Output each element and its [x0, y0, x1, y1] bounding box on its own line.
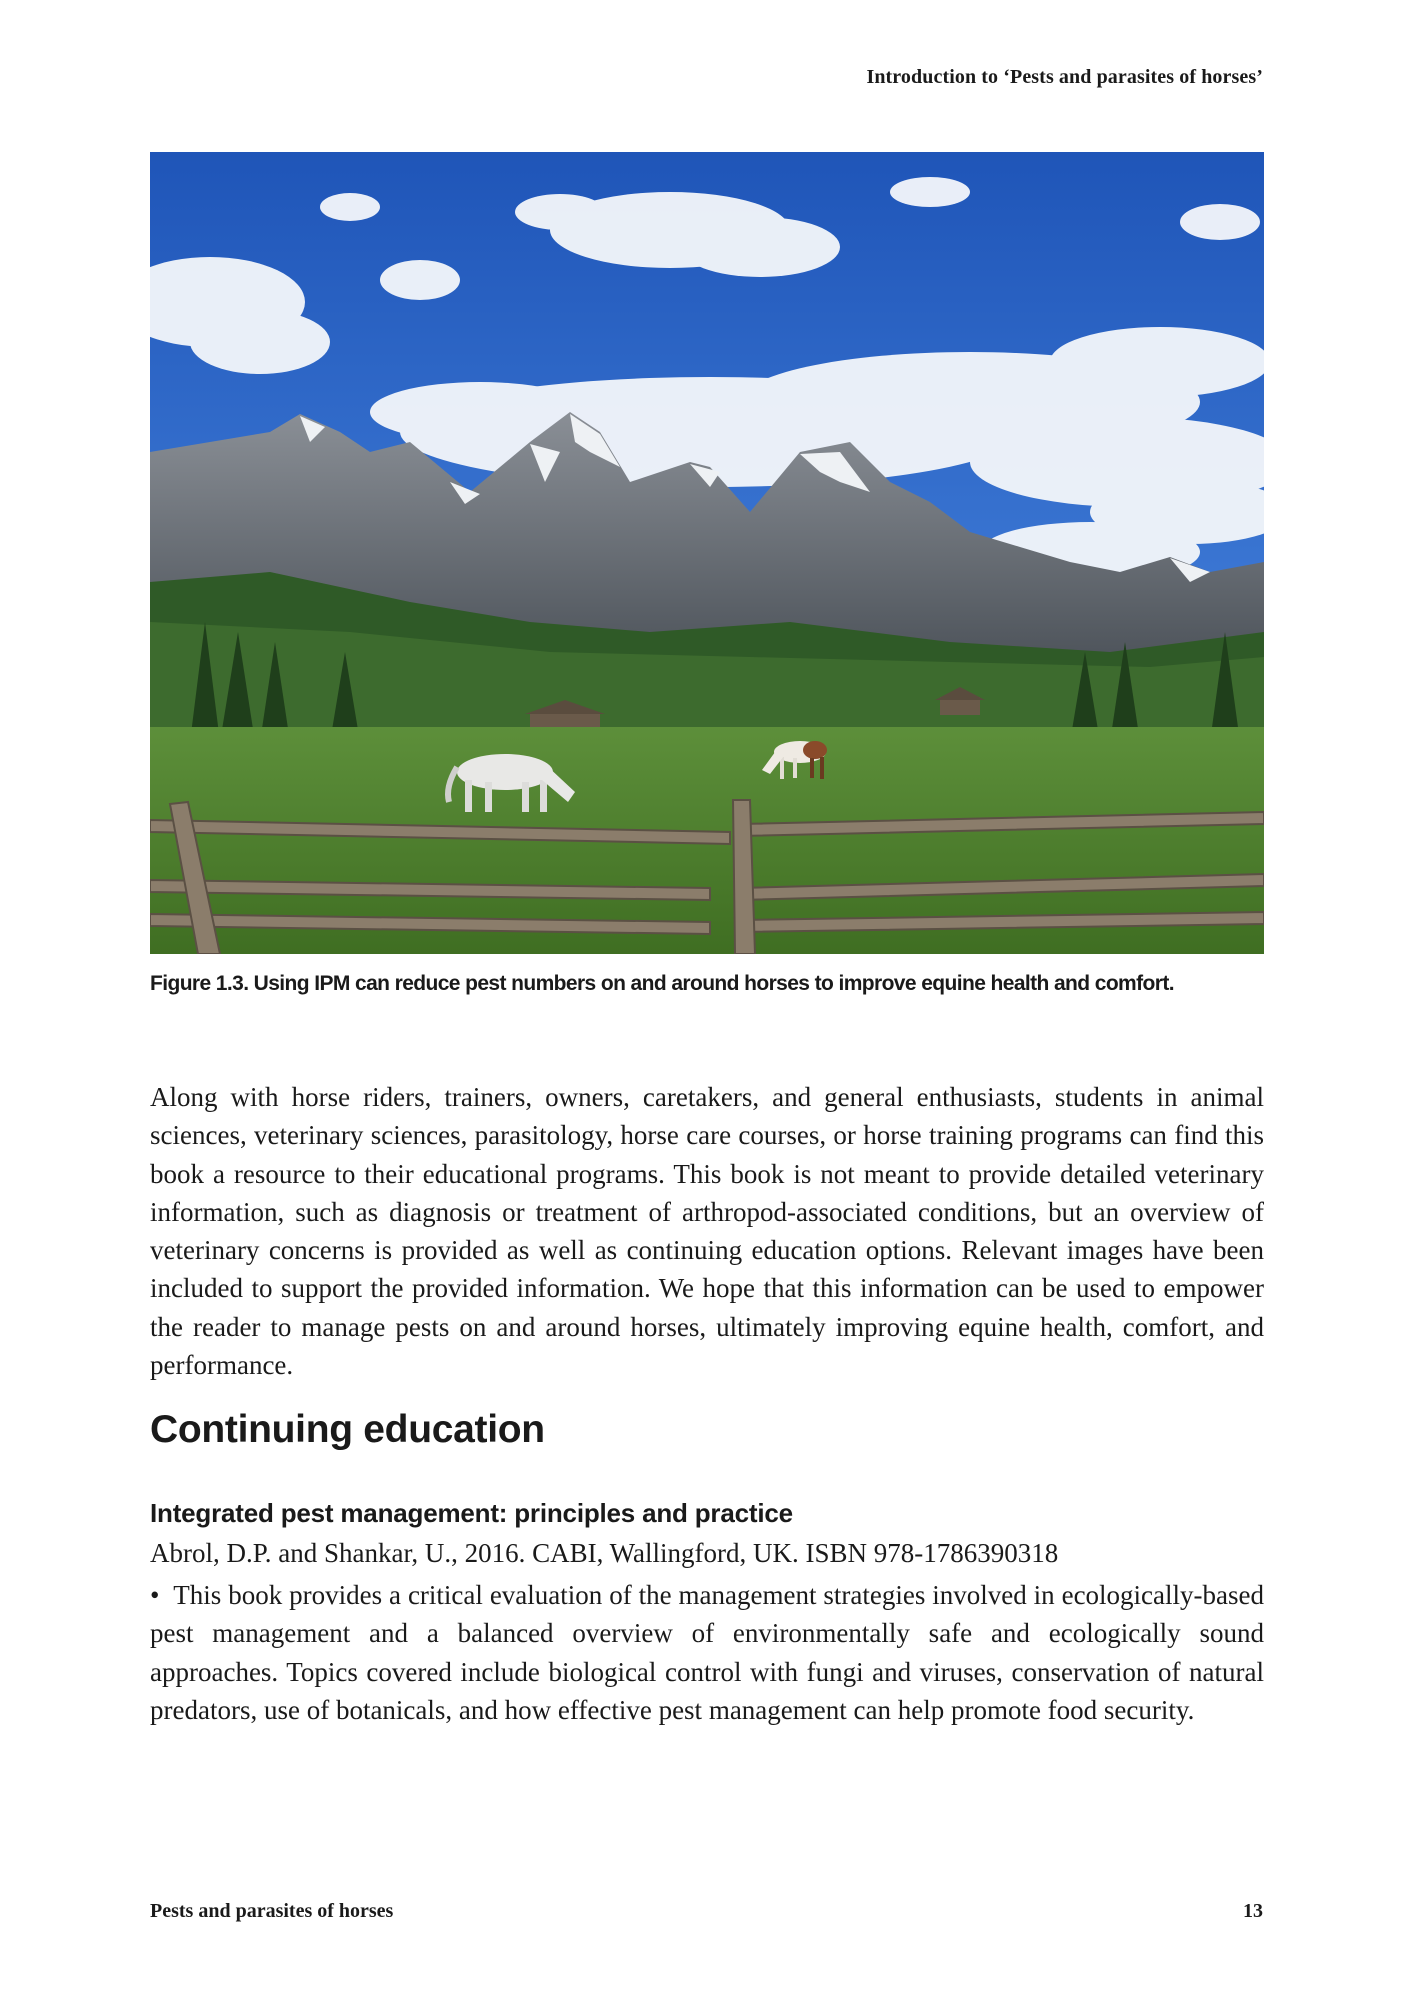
running-head: Introduction to ‘Pests and parasites of horses’	[866, 66, 1263, 88]
section-heading: Continuing education	[150, 1408, 545, 1451]
entry-bullet-item	[150, 1576, 1264, 1729]
entry-title: Integrated pest management: principles and practice	[150, 1498, 793, 1528]
bullet-marker: •	[150, 1580, 160, 1610]
figure-photo-horses-pasture	[150, 152, 1264, 954]
body-paragraph: Along with horse riders, trainers, owners, caretakers, and general enthusiasts, students in animal sciences, veterinary sciences, parasitology, horse care courses, or horse training programs can find this book a resource to their educational programs. This book is not meant to provide detailed veterinary information, such as diagnosis or treatment of arthropod-associated conditions, but an overview of veterinary concerns is provided as well as continuing education options. Relevant images have been included to support the provided information. We hope that this information can be used to empower the reader to manage pests on and around horses, ultimately improving equine health, comfort, and performance.	[150, 1082, 1264, 1381]
entry-citation: Abrol, D.P. and Shankar, U., 2016. CABI, Wallingford, UK. ISBN 978-1786390318	[150, 1538, 1059, 1568]
figure-caption: Figure 1.3. Using IPM can reduce pest numbers on and around horses to improve equine health and comfort.	[150, 972, 1174, 995]
footer-book-title: Pests and parasites of horses	[150, 1900, 394, 1922]
footer-page-number: 13	[1243, 1900, 1263, 1922]
entry-bullet-text: This book provides a critical evaluation of the management strategies involved in ecologically-based pest management and a balanced overview of environmentally safe and ecologically sound approaches. Topics covered include biological control with fungi and viruses, conservation of natural predators, use of botanicals, and how effective pest management can help promote food security.	[150, 1580, 1264, 1725]
